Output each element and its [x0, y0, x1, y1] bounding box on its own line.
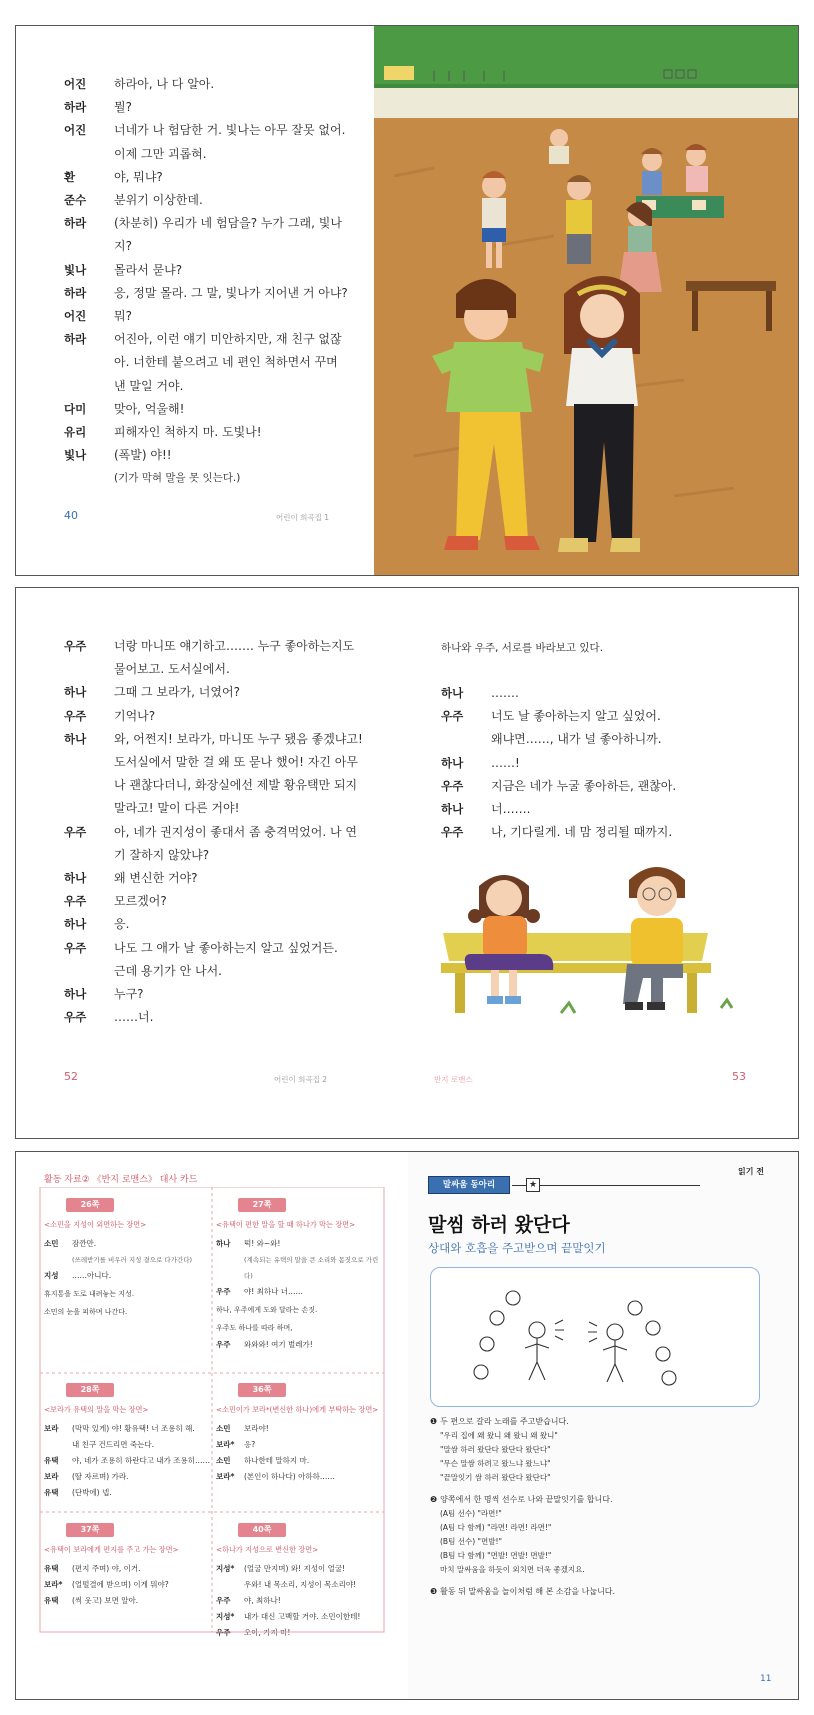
card-speaker: 유택 — [44, 1564, 59, 1573]
stage-direction: 하나와 우주, 서로를 바라보고 있다. — [441, 642, 604, 654]
dialogue-line — [64, 890, 384, 913]
card-text: (단박에) 넵. — [72, 1488, 112, 1497]
card-speaker: 유택 — [44, 1488, 59, 1497]
scene-caption: <보라가 유택의 말을 막는 장면> — [44, 1405, 149, 1414]
step-detail: 마치 말싸움을 하듯이 외치면 더욱 좋겠지요. — [440, 1565, 585, 1574]
speaker-name — [441, 728, 491, 751]
club-tag-label: 말싸움 동아리 — [442, 1180, 496, 1190]
line-text: (폭발) 야!! — [114, 448, 172, 463]
card-text: ……아니다. — [72, 1271, 112, 1280]
instruction-heading — [430, 1415, 770, 1429]
dialogue-line — [64, 444, 374, 467]
line-text: 나, 기다릴게. 네 맘 정리될 때까지. — [491, 825, 673, 840]
speaker-name — [64, 797, 114, 820]
dialogue-line — [64, 143, 374, 166]
speaker-name — [64, 960, 114, 983]
dialogue-line — [441, 752, 761, 775]
dialogue-line — [64, 867, 384, 890]
speaker-name: 하라 — [64, 332, 87, 347]
step-detail: "우리 집에 왜 왔니 왜 왔니 왜 왔니" — [440, 1431, 558, 1440]
instruction-heading — [430, 1493, 770, 1507]
step-number: ❷ — [430, 1495, 438, 1504]
speaker-name — [64, 375, 114, 398]
speaker-name — [64, 143, 114, 166]
line-text: (차분히) 우리가 네 험담을? 누가 그래, 빛나 — [114, 216, 342, 231]
speaker-name: 하나 — [441, 686, 464, 700]
speaker-name: 우주 — [441, 825, 464, 840]
card-text: (딸 자르며) 가라. — [72, 1472, 129, 1481]
card-speaker: 지성* — [216, 1612, 235, 1621]
scene-caption: <소민이가 보라*(변신한 하나)에게 부탁하는 장면> — [216, 1405, 379, 1414]
line-text: 응. — [114, 917, 130, 932]
running-head-right: 반지 로맨스 — [434, 1075, 473, 1084]
line-text: 어진아, 이런 얘기 미안하지만, 재 친구 없잖 — [114, 332, 342, 347]
classroom-confrontation-illustration — [374, 26, 799, 576]
card-speaker: 우주 — [216, 1596, 231, 1605]
card-stage-note: 휴지통을 도로 내려놓는 지성. — [44, 1290, 135, 1298]
dialogue-line — [64, 73, 374, 96]
dialogue-line — [64, 351, 374, 374]
line-text: 분위기 이상한데. — [114, 193, 203, 208]
step-detail: "말쌈 하러 왔단다 왔단다 왔단다" — [440, 1445, 551, 1454]
dialogue-line — [64, 797, 384, 820]
card-text: 야, 최하나! — [244, 1596, 281, 1605]
scene-caption: <유택이 편한 말을 할 때 하나가 막는 장면> — [216, 1220, 356, 1229]
line-text: 아. 너한테 붙으려고 네 편인 척하면서 꾸며 — [114, 355, 338, 370]
dialogue-line — [441, 775, 761, 798]
step-detail: (A팀 선수) "라면!" — [440, 1509, 502, 1518]
card-text: 하나한테 말하지 마. — [244, 1456, 310, 1465]
card-text: 다) — [244, 1272, 253, 1280]
speaker-name: 하나 — [441, 755, 464, 770]
activity-subtitle: 상대와 호흡을 주고받으며 끝말잇기 — [428, 1241, 606, 1255]
step-number: ❸ — [430, 1587, 438, 1596]
speaker-name: 하나 — [64, 917, 87, 932]
dialogue-line — [64, 774, 384, 797]
dialogue-line — [64, 728, 384, 751]
line-text: 근데 용기가 안 나서. — [114, 963, 222, 978]
card-text: 내가 대신 고백할 거야. 소민이한테! — [244, 1612, 361, 1621]
two-team-game-illustration — [430, 1267, 760, 1407]
tag-rule — [512, 1185, 700, 1186]
speaker-name: 하라 — [64, 285, 87, 300]
line-text: 물어보고. 도서실에서. — [114, 662, 230, 677]
card-text: 오아, 가지 마! — [244, 1628, 291, 1637]
card-speaker: 우주 — [216, 1628, 231, 1637]
dialogue-line — [441, 798, 761, 821]
step-text: 양쪽에서 한 명씩 선수로 나와 끝말잇기를 합니다. — [440, 1495, 613, 1504]
dialogue-line — [64, 681, 384, 704]
card-speaker: 유택 — [44, 1456, 59, 1465]
game-instructions — [430, 1415, 770, 1607]
speaker-name: 우주 — [441, 709, 464, 724]
page-number: 11 — [760, 1674, 772, 1684]
card-speaker: 우주 — [216, 1287, 231, 1296]
episode-badge: 37쪽 — [66, 1523, 114, 1537]
activity-header: 활동 자료② 《반지 로맨스》 대사 카드 — [44, 1175, 198, 1185]
dialogue-line — [64, 305, 374, 328]
card-text: 응? — [244, 1440, 256, 1449]
card-speaker: 하나 — [216, 1239, 231, 1248]
card-speaker: 지성 — [44, 1271, 59, 1280]
line-text: 그때 그 보라가, 너였어? — [114, 685, 240, 700]
instruction-step — [430, 1415, 770, 1485]
line-text: 와, 어쩐지! 보라가, 마니또 누구 됐음 좋겠냐고! — [114, 731, 363, 746]
line-text: 뭐? — [114, 309, 132, 324]
dialogue-line — [64, 212, 374, 235]
scene-caption: <유택이 보라에게 편지를 주고 가는 장면> — [44, 1545, 179, 1554]
speaker-name — [64, 235, 114, 258]
speaker-name: 하나 — [64, 731, 87, 746]
episode-badge: 36쪽 — [238, 1383, 286, 1397]
dialogue-line — [441, 728, 761, 751]
line-text: ……! — [491, 755, 520, 770]
line-text: ……. — [491, 686, 519, 700]
speaker-name: 하나 — [441, 802, 464, 817]
card-text: 잠깐만. — [72, 1239, 97, 1248]
line-text: 기억나? — [114, 708, 156, 723]
dialogue-line — [64, 635, 384, 658]
speaker-name — [64, 844, 114, 867]
dialogue-line — [64, 960, 384, 983]
speaker-name: 어진 — [64, 77, 87, 91]
dialogue-line — [64, 821, 384, 844]
dialogue-line — [64, 235, 374, 258]
card-text: (계속되는 유택의 말을 큰 소리와 몸짓으로 가린 — [244, 1256, 379, 1264]
speaker-name: 빛나 — [64, 262, 87, 277]
scene-caption: <하나가 지성으로 변신한 장면> — [216, 1545, 319, 1554]
dialogue-line — [64, 937, 384, 960]
dialogue-line — [64, 844, 384, 867]
card-speaker: 보라 — [44, 1472, 59, 1481]
speaker-name: 우주 — [64, 1010, 87, 1025]
dialogue-line — [64, 1006, 384, 1029]
speaker-name: 어진 — [64, 309, 87, 324]
speaker-name: 하라 — [64, 216, 87, 231]
line-text: 맞아, 억울해! — [114, 401, 185, 416]
dialogue-line — [64, 467, 374, 490]
dialogue-line — [64, 983, 384, 1006]
bench-couple-illustration — [441, 858, 771, 1023]
card-text: 보라야! — [244, 1424, 269, 1433]
dialogue-line — [64, 913, 384, 936]
dialogue-line — [64, 166, 374, 189]
dialogue-line — [64, 705, 384, 728]
activity-title: 말씸 하러 왔단다 — [428, 1214, 570, 1236]
card-speaker: 우주 — [216, 1340, 231, 1349]
speaker-name: 환 — [64, 169, 76, 184]
card-speaker: 보라* — [216, 1440, 235, 1449]
episode-badge: 40쪽 — [238, 1523, 286, 1537]
speaker-name: 우주 — [64, 940, 87, 955]
speaker-name: 하나 — [64, 685, 87, 700]
speaker-name — [64, 351, 114, 374]
script-dialogue-right — [441, 682, 761, 844]
line-text: 야, 뭐냐? — [114, 169, 163, 184]
speaker-name: 우주 — [64, 824, 87, 839]
line-text: (기가 막혀 말을 못 잇는다.) — [114, 472, 241, 485]
speaker-name: 우주 — [64, 639, 87, 653]
speaker-name: 우주 — [64, 894, 87, 909]
dialogue-line — [64, 189, 374, 212]
speaker-name — [64, 751, 114, 774]
card-speaker: 보라 — [44, 1424, 59, 1433]
line-text: 피해자인 척하지 마. 도빛나! — [114, 425, 262, 440]
dialogue-line — [64, 328, 374, 351]
instruction-heading — [430, 1585, 770, 1599]
running-head-left: 어린이 희곡집 2 — [274, 1075, 328, 1084]
speaker-name: 우주 — [441, 778, 464, 793]
card-text: (얼굴 만지며) 와! 지성이 얼굴! — [244, 1564, 346, 1573]
line-text: 왜 변신한 거야? — [114, 871, 198, 886]
line-text: 몰라서 묻냐? — [114, 262, 183, 277]
line-text: 도서실에서 말한 걸 왜 또 묻나 했어! 자긴 아무 — [114, 755, 358, 770]
card-speaker: 지성* — [216, 1564, 235, 1573]
star-icon — [526, 1178, 540, 1192]
step-detail: (A팀 다 함께) "라면! 라면! 라면!" — [440, 1523, 552, 1532]
card-stage-note: 우주도 하나를 따라 하며, — [216, 1324, 293, 1332]
line-text: 응, 정말 몰라. 그 말, 빛나가 지어낸 거 아냐? — [114, 285, 348, 300]
speaker-name: 우주 — [64, 708, 87, 723]
line-text: 하라아, 나 다 알아. — [114, 77, 215, 91]
step-detail: (B팀 다 함께) "면발! 면발! 면발!" — [440, 1551, 552, 1560]
card-text: 와와와! 여기 벌레가! — [244, 1340, 313, 1349]
line-text: 너네가 나 험담한 거. 빛나는 아무 잘못 없어. — [114, 123, 346, 138]
line-text: 너랑 마니또 얘기하고……. 누구 좋아하는지도 — [114, 639, 355, 653]
card-text: (편지 주며) 야, 이거. — [72, 1564, 141, 1573]
speaker-name: 빛나 — [64, 448, 87, 463]
line-text: 너……. — [491, 802, 531, 817]
line-text: 뭘? — [114, 100, 132, 115]
speaker-name: 다미 — [64, 401, 87, 416]
line-text: 아, 네가 권지성이 좋대서 좀 충격먹었어. 나 연 — [114, 824, 357, 839]
star-glyph: ★ — [528, 1180, 538, 1190]
script-dialogue-left — [64, 635, 384, 1029]
card-text: 우와! 내 목소리, 지성이 목소리야! — [244, 1580, 357, 1589]
line-text: 왜냐면……, 내가 널 좋아하니까. — [491, 732, 662, 747]
speaker-name — [64, 658, 114, 681]
dialogue-line — [64, 658, 384, 681]
running-head: 어린이 희곡집 1 — [276, 513, 330, 522]
line-text: 지금은 네가 누굴 좋아하든, 괜찮아. — [491, 778, 677, 793]
line-text: 너도 날 좋아하는지 알고 싶었어. — [491, 709, 661, 724]
step-number: ❶ — [430, 1417, 438, 1426]
line-text: ……너. — [114, 1010, 154, 1025]
card-text: (얼떨결에 받으며) 이게 뭐야? — [72, 1580, 169, 1589]
card-text: (쓰레받기를 비우러 지성 곁으로 다가간다) — [72, 1256, 193, 1264]
script-dialogue — [64, 73, 374, 491]
page-number-left: 52 — [64, 1070, 78, 1083]
reading-tag: 읽기 전 — [738, 1167, 764, 1176]
speaker-name: 준수 — [64, 193, 87, 208]
card-text: 야! 최하나 너…… — [244, 1287, 303, 1296]
card-speaker: 보라* — [216, 1472, 235, 1481]
line-text: 이제 그만 괴롭혀. — [114, 146, 207, 161]
instruction-step — [430, 1585, 770, 1599]
episode-badge: 26쪽 — [66, 1198, 114, 1212]
dialogue-line — [64, 398, 374, 421]
dialogue-line — [64, 119, 374, 142]
book-spread-3 — [15, 1151, 799, 1700]
card-stage-note: 소민의 눈을 피하며 나간다. — [44, 1308, 128, 1316]
speaker-name: 하나 — [64, 987, 87, 1002]
dialogue-line — [64, 259, 374, 282]
card-speaker: 보라* — [44, 1580, 63, 1589]
step-text: 두 편으로 갈라 노래를 주고받습니다. — [440, 1417, 569, 1426]
card-speaker: 유택 — [44, 1596, 59, 1605]
club-tag — [428, 1176, 510, 1194]
speaker-name: 어진 — [64, 123, 87, 138]
line-text: 지? — [114, 239, 132, 254]
dialogue-line — [64, 282, 374, 305]
line-text: 나 괜찮다더니, 화장실에선 제발 황유택만 되지 — [114, 778, 358, 793]
line-text: 나도 그 애가 날 좋아하는지 알고 싶었거든. — [114, 940, 338, 955]
card-text: (씩 웃고) 보면 알아. — [72, 1596, 139, 1605]
page-number-right: 53 — [732, 1070, 746, 1083]
line-text: 모르겠어? — [114, 894, 167, 909]
speaker-name: 하라 — [64, 100, 87, 115]
dialogue-line — [64, 751, 384, 774]
step-detail: (B팀 선수) "면발!" — [440, 1537, 502, 1546]
step-detail: "무슨 말쌈 하려고 왔느냐 왔느냐" — [440, 1459, 551, 1468]
card-speaker: 소민 — [216, 1424, 231, 1433]
card-text: 떡! 와~와! — [244, 1239, 281, 1248]
dialogue-line — [64, 96, 374, 119]
book-spread-2 — [15, 587, 799, 1139]
card-text: (본인이 하나다) 아하하…… — [244, 1472, 335, 1481]
step-detail: "끝말잇기 쌈 하러 왔단다 왔단다" — [440, 1473, 551, 1482]
line-text: 누구? — [114, 987, 144, 1002]
episode-badge: 28쪽 — [66, 1383, 114, 1397]
line-text: 낸 말일 거야. — [114, 378, 184, 393]
speaker-name — [64, 774, 114, 797]
dialogue-line — [64, 421, 374, 444]
card-speaker: 소민 — [216, 1456, 231, 1465]
instruction-step — [430, 1493, 770, 1577]
card-text: 야, 네가 조용히 하란다고 내가 조용히…… — [72, 1456, 210, 1465]
speaker-name — [64, 467, 114, 490]
speaker-name: 하나 — [64, 871, 87, 886]
page-number: 40 — [64, 509, 78, 522]
dialogue-line — [441, 705, 761, 728]
dialogue-line — [441, 682, 761, 705]
dialogue-line — [441, 821, 761, 844]
right-page — [408, 1152, 799, 1700]
book-spread-1 — [15, 25, 799, 576]
speaker-name: 유리 — [64, 425, 87, 440]
card-text: (막막 있게) 야! 황유택! 너 조용히 해. — [72, 1424, 195, 1433]
step-text: 활동 뒤 말싸움을 놀이처럼 해 본 소감을 나눕니다. — [440, 1587, 616, 1596]
card-stage-note: 하나, 우주에게 도와 달라는 손짓. — [216, 1306, 318, 1314]
scene-caption: <소민을 지성이 외면하는 장면> — [44, 1220, 147, 1229]
line-text: 말라고! 말이 다른 거야! — [114, 801, 240, 816]
episode-badge: 27쪽 — [238, 1198, 286, 1212]
card-speaker: 소민 — [44, 1239, 59, 1248]
dialogue-line — [64, 375, 374, 398]
line-text: 기 잘하지 않았냐? — [114, 847, 210, 862]
card-cut-lines — [36, 1187, 406, 1647]
card-text: 내 친구 건드리면 죽는다. — [72, 1440, 154, 1449]
